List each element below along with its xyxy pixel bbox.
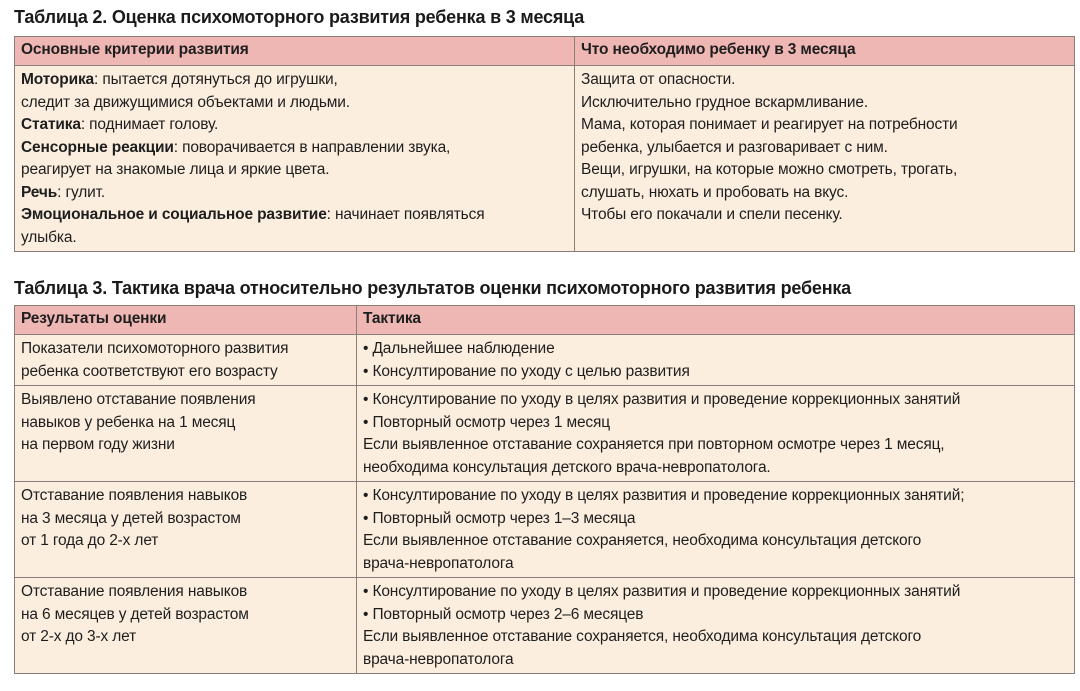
criterion-text-continued: реагирует на знакомые лица и яркие цвета. [21, 161, 330, 178]
criterion-label: Моторика [21, 71, 95, 88]
result-cell [15, 482, 357, 578]
tactic-note-line: Если выявленное отставание сохраняется, необходима консультация детского [363, 532, 922, 549]
criteria-cell [15, 66, 575, 252]
result-line: от 2-х до 3-х лет [21, 628, 137, 645]
need-line: Исключительно грудное вскармливание. [581, 93, 868, 111]
criterion-label: Сенсорные реакции [21, 138, 174, 156]
criterion-emotional-social [21, 204, 568, 227]
criterion-label: Статика [21, 116, 81, 133]
criterion-label: Эмоциональное и социальное развитие [21, 206, 327, 223]
column-header-criteria: Основные критерии развития [15, 37, 575, 66]
table-2 [14, 36, 1075, 252]
criterion-text: : начинает появляться [326, 206, 485, 223]
needs-cell [575, 66, 1075, 252]
need-line: Чтобы его покачали и спели песенку. [581, 206, 843, 223]
column-header-needs: Что необходимо ребенку в 3 месяца [575, 37, 1075, 66]
result-cell [15, 335, 357, 386]
result-line: Отставание появления навыков [21, 583, 248, 600]
column-header-results: Результаты оценки [15, 306, 357, 335]
criterion-text: : пытается дотянуться до игрушки, [94, 71, 338, 88]
table-row [15, 66, 1075, 252]
table-row [15, 335, 1075, 386]
criterion-text-continued: следит за движущимися объектами и людьми. [21, 93, 350, 111]
table-3-header-row [15, 306, 1075, 335]
tactic-note-line: Если выявленное отставание сохраняется, необходима консультация детского [363, 628, 922, 645]
need-line: слушать, нюхать и пробовать на вкус. [581, 183, 849, 201]
result-cell [15, 386, 357, 482]
result-line: Выявлено отставание появления [21, 391, 256, 408]
criterion-label: Речь [21, 183, 58, 201]
criterion-text: : гулит. [57, 183, 105, 201]
tactic-bullet: • Дальнейшее наблюдение [363, 338, 1068, 361]
result-line: навыков у ребенка на 1 месяц [21, 413, 236, 431]
criterion-motor [21, 69, 568, 92]
tactics-cell [357, 335, 1075, 386]
tactic-note-line: необходима консультация детского врача-невропатолога. [363, 458, 771, 476]
tactic-bullet: • Консултирование по уходу в целях развития и проведение коррекционных занятий; [363, 485, 1068, 508]
table-2-header-row [15, 37, 1075, 66]
result-line: ребенка соответствуют его возрасту [21, 362, 278, 380]
tactic-note-line: врача-невропатолога [363, 554, 514, 572]
table-row [15, 578, 1075, 674]
criterion-sensory [21, 137, 568, 160]
tactics-cell [357, 482, 1075, 578]
criterion-speech [21, 182, 568, 205]
tactic-note-line: врача-невропатолога [363, 650, 514, 668]
criterion-text-continued: улыбка. [21, 228, 77, 246]
tactic-bullet: • Повторный осмотр через 1–3 месяца [363, 508, 1068, 531]
result-line: Отставание появления навыков [21, 487, 248, 504]
need-line: Вещи, игрушки, на которые можно смотреть, трогать, [581, 161, 958, 178]
table-3-title: Таблица 3. Тактика врача относительно результатов оценки психомоторного развития ребенка [14, 278, 851, 298]
tactic-bullet: • Повторный осмотр через 2–6 месяцев [363, 604, 1068, 627]
result-line: Показатели психомоторного развития [21, 340, 289, 357]
criterion-statics [21, 114, 568, 137]
need-line: ребенка, улыбается и разговаривает с ним. [581, 138, 888, 156]
result-line: от 1 года до 2-х лет [21, 532, 159, 549]
result-line: на 3 месяца у детей возрастом [21, 509, 241, 527]
table-2-title: Таблица 2. Оценка психомоторного развития ребенка в 3 месяца [14, 7, 585, 27]
tactics-cell [357, 386, 1075, 482]
criterion-text: : поднимает голову. [80, 116, 219, 133]
tactic-bullet: • Консултирование по уходу в целях развития и проведение коррекционных занятий [363, 581, 1068, 604]
tactics-cell [357, 578, 1075, 674]
table-row [15, 482, 1075, 578]
tactic-note-line: Если выявленное отставание сохраняется при повторном осмотре через 1 месяц, [363, 436, 945, 453]
tactic-bullet: • Консултирование по уходу в целях развития и проведение коррекционных занятий [363, 389, 1068, 412]
tactic-bullet: • Консултирование по уходу с целью развития [363, 361, 1068, 384]
column-header-tactics: Тактика [357, 306, 1075, 335]
table-3 [14, 305, 1075, 674]
criterion-text: : поворачивается в направлении звука, [173, 138, 451, 156]
need-line: Мама, которая понимает и реагирует на потребности [581, 116, 958, 133]
result-cell [15, 578, 357, 674]
result-line: на первом году жизни [21, 436, 175, 453]
table-row [15, 386, 1075, 482]
need-line: Защита от опасности. [581, 71, 736, 88]
tactic-bullet: • Повторный осмотр через 1 месяц [363, 412, 1068, 435]
result-line: на 6 месяцев у детей возрастом [21, 605, 249, 623]
